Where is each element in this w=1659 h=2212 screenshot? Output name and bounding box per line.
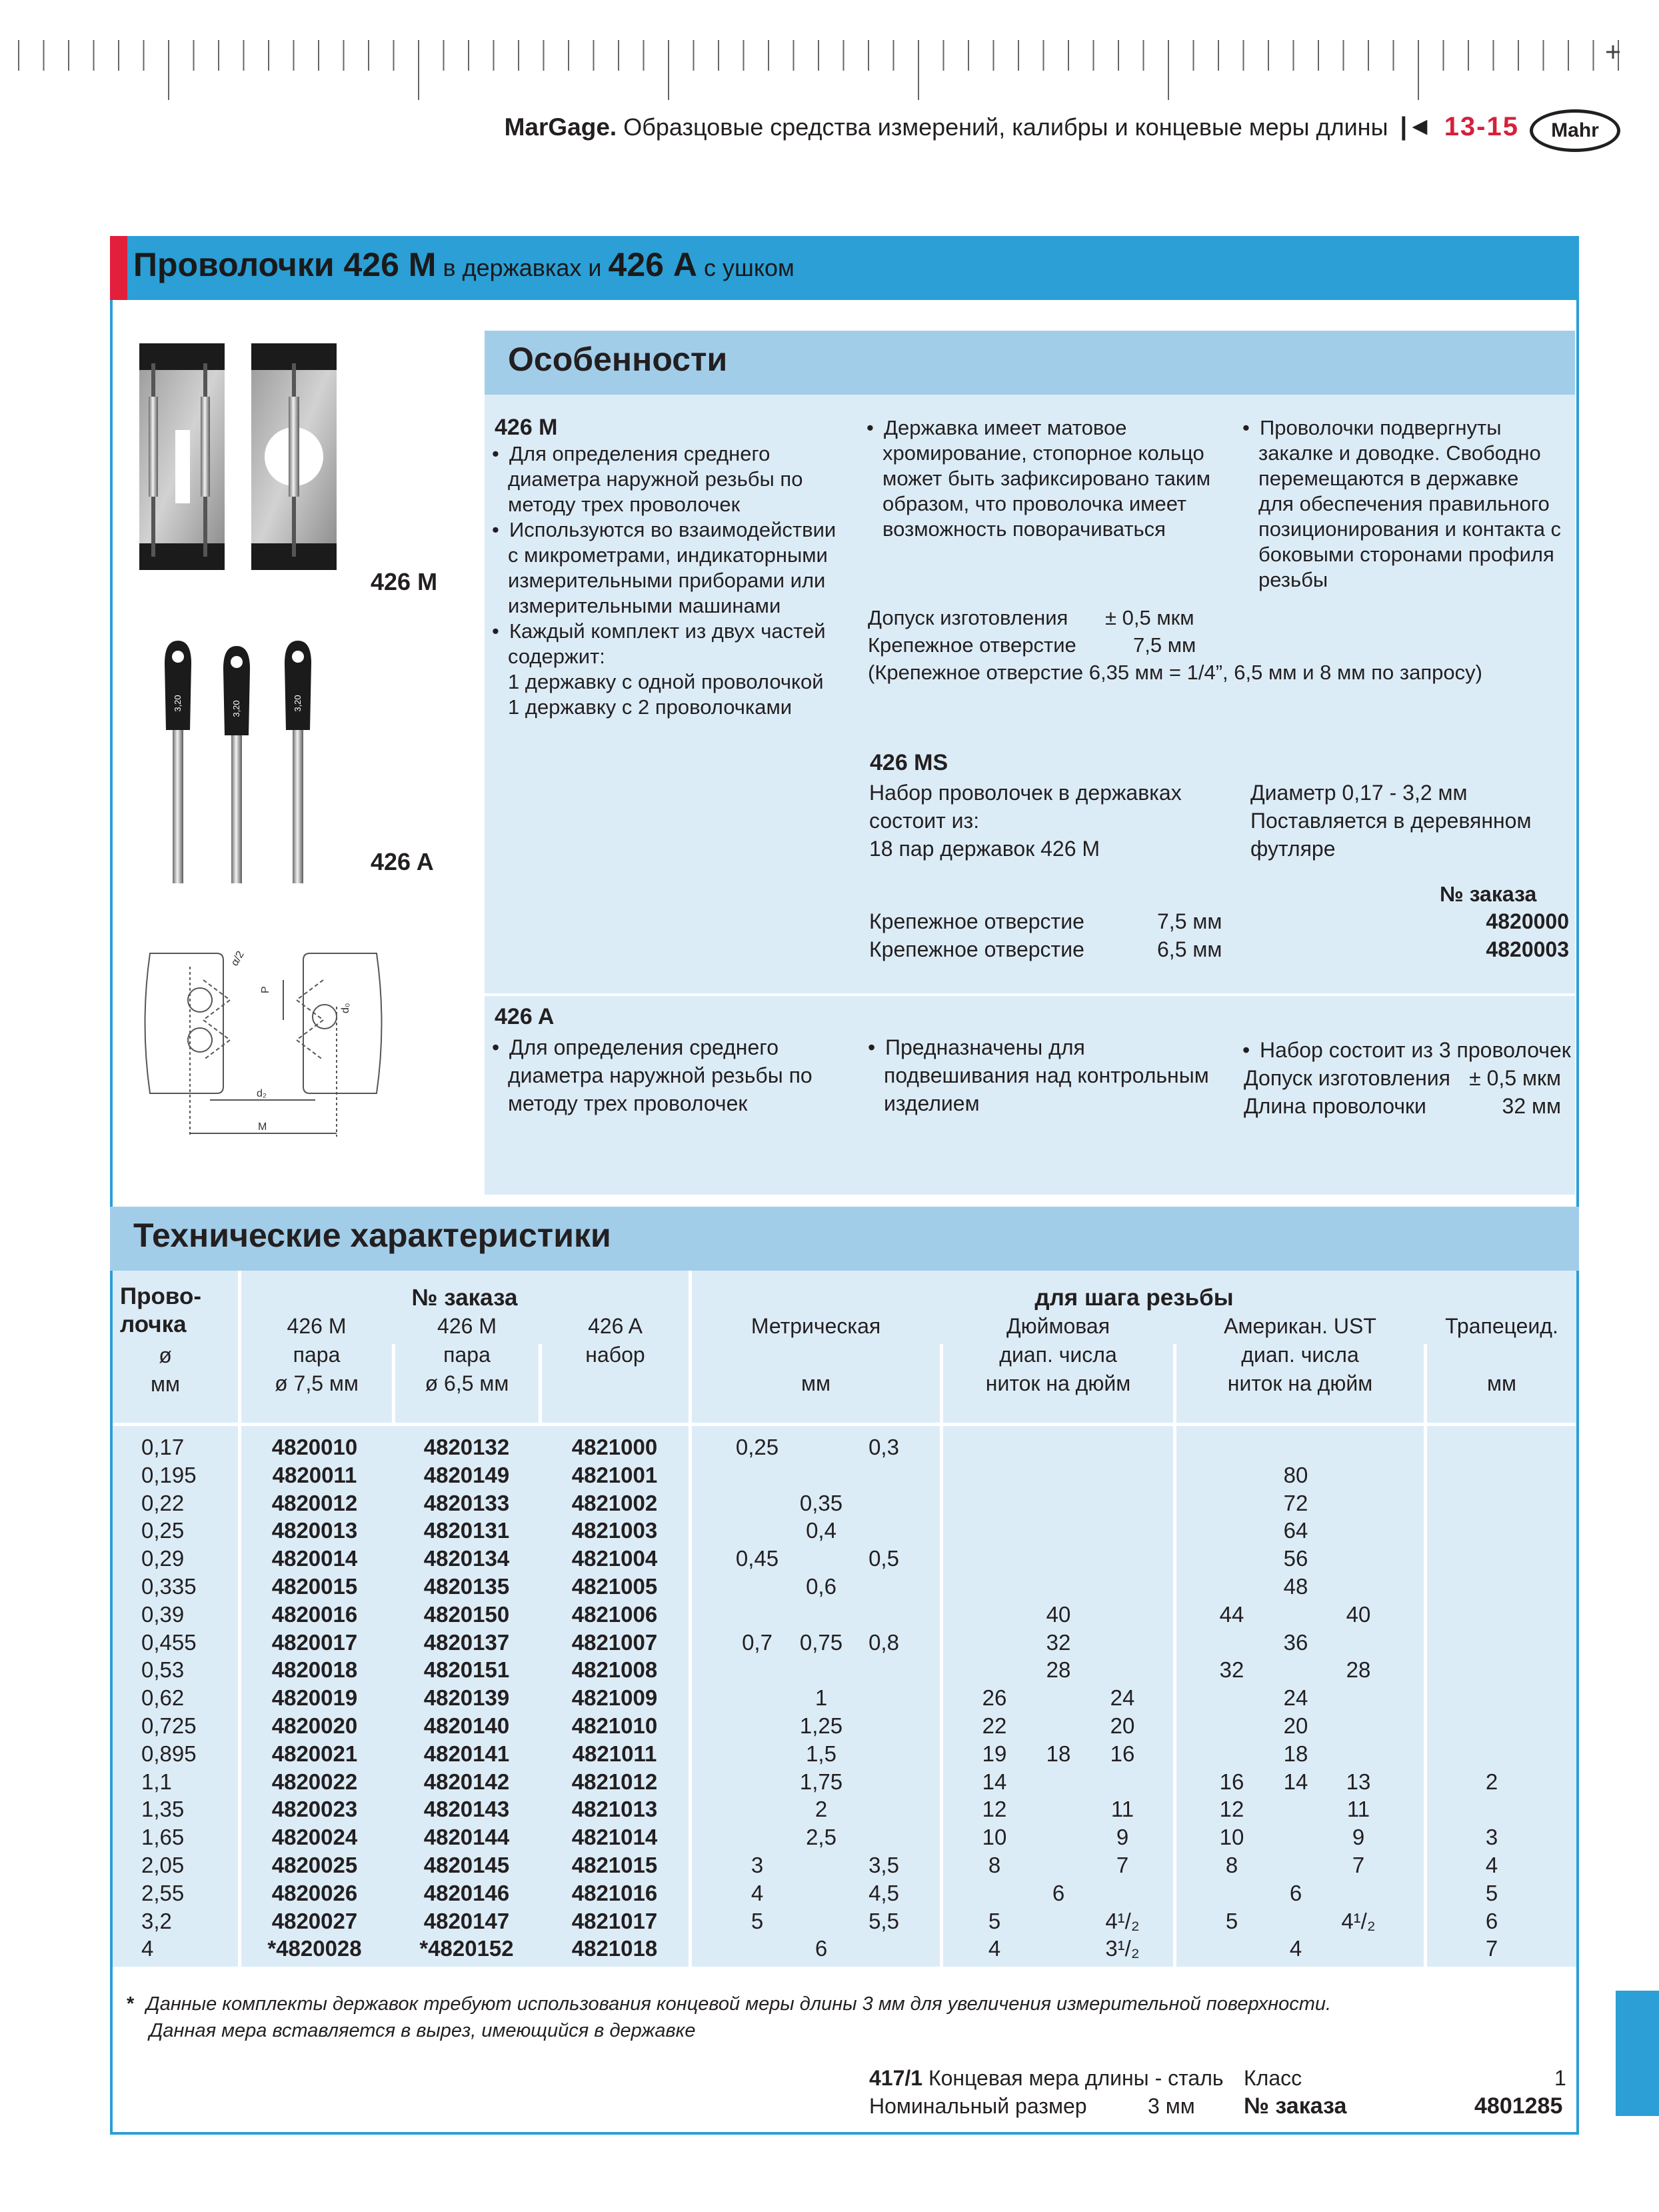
head-426a: 426 A набор [585,1314,645,1367]
cell-i3: 3¹/₂ [1105,1936,1140,1961]
cell-d: 1,1 [141,1769,172,1794]
cell-i2: 28 [1046,1657,1071,1683]
feature-line: • Для определения среднего [492,1033,813,1061]
cell-d: 2,55 [141,1880,185,1905]
cell-i3: 4¹/₂ [1105,1908,1140,1933]
cell-t: 4 [1485,1853,1498,1877]
cell-d: 0,62 [141,1685,185,1711]
feature-line: • Для определения среднего [492,442,771,465]
cell-u1: 44 [1219,1601,1244,1627]
mounting-hole-label: Крепежное отверстие [868,633,1076,657]
a-spec-row [1244,1092,1561,1120]
svg-text:3,20: 3,20 [173,695,183,712]
feature-line: позиционирования и контакта с [1258,517,1562,541]
svg-text:3,20: 3,20 [293,695,303,712]
feature-line: 1 державку с 2 проволочками [508,695,793,719]
cell-d: 0,725 [141,1713,197,1738]
cell-o1: 4820022 [271,1769,358,1794]
cell-o1: 4820016 [271,1601,358,1627]
feature-line: • Проволочки подвергнуты [1242,416,1502,439]
features-426a-specs [1244,1064,1561,1120]
cell-m1: 5 [751,1908,764,1933]
cell-i1: 26 [982,1685,1007,1711]
cell-o3: 4821018 [571,1936,658,1961]
cell-u3: 4¹/₂ [1341,1908,1376,1933]
cell-o1: 4820023 [271,1797,358,1822]
ms-right-text [1250,779,1531,863]
cell-o2: 4820143 [423,1797,510,1822]
cell-d: 0,455 [141,1629,197,1655]
feature-line: • Используются во взаимодействии [492,518,836,541]
diagram-m-label: M [258,1121,267,1133]
cell-d: 4 [141,1936,154,1961]
cell-i1: 8 [988,1853,1001,1877]
cell-i3: 20 [1110,1713,1135,1738]
cell-o1: 4820010 [271,1435,358,1459]
feature-line: возможность поворачиваться [882,517,1166,541]
cell-m1: 4 [751,1880,764,1905]
tech-table-rows [0,1433,1659,1967]
footnote-star: * [127,1993,135,2015]
a-spec-label: Допуск изготовления [1244,1066,1450,1090]
cell-t: 5 [1485,1880,1498,1905]
cell-u1: 12 [1219,1797,1244,1822]
chapter-side-tab[interactable] [1616,1991,1659,2116]
cell-u1: 32 [1219,1657,1244,1683]
cell-o1: 4820027 [271,1908,358,1933]
cell-d: 0,335 [141,1574,197,1599]
cell-o1: 4820014 [271,1546,358,1571]
cell-o2: 4820141 [423,1741,510,1766]
cell-u2: 18 [1283,1741,1308,1766]
cell-i1: 5 [988,1908,1001,1933]
cell-u2: 14 [1283,1769,1308,1794]
cell-o2: 4820134 [423,1546,510,1571]
cell-i2: 32 [1046,1629,1071,1655]
page-title: Проволочки 426 М в державках и 426 А с ушком [133,246,795,283]
cell-o1: 4820019 [271,1685,358,1711]
feature-line: подвешивания над контрольным [884,1063,1209,1087]
cell-o2: 4820144 [423,1825,510,1850]
cell-u2: 36 [1283,1629,1308,1655]
cell-m2: 6 [815,1936,828,1961]
ms-row-value: 6,5 мм [1157,937,1222,961]
ms-row-order: 4820000 [1486,909,1569,933]
feature-line: содержит: [508,645,605,668]
ms-row-order: 4820003 [1486,937,1569,961]
cell-o1: 4820020 [271,1713,358,1738]
head-metric: Метрическая мм [751,1314,881,1395]
cell-o1: 4820011 [272,1462,357,1487]
cell-o1: 4820013 [271,1518,358,1543]
cell-m1: 3 [751,1853,764,1877]
feature-line: измерительными машинами [508,594,781,617]
cell-m3: 0,8 [868,1629,899,1655]
cell-m1: 0,45 [735,1546,779,1571]
feature-line: для обеспечения правильного [1258,492,1550,515]
cell-d: 0,17 [141,1435,185,1459]
cell-o2: 4820132 [423,1435,510,1459]
text-line: Диаметр 0,17 - 3,2 мм [1250,781,1468,805]
cell-u2: 64 [1283,1518,1308,1543]
cell-u2: 6 [1289,1880,1302,1905]
cell-i1: 22 [982,1713,1007,1738]
cell-i3: 16 [1110,1741,1135,1766]
gauge-class-value: 1 [1554,2066,1566,2090]
cell-u3: 13 [1346,1769,1371,1794]
bullet-icon: • [868,1035,876,1059]
cell-o2: 4820146 [423,1880,510,1905]
features-426m-col1 [492,441,836,720]
cell-u2: 24 [1283,1685,1308,1711]
cell-u2: 80 [1283,1462,1308,1487]
head-wire: Прово- лочка [120,1283,202,1337]
cell-d: 1,65 [141,1825,185,1850]
cell-d: 0,25 [141,1518,185,1543]
cell-i1: 14 [982,1769,1007,1794]
cell-o3: 4821014 [571,1825,658,1850]
cell-d: 0,53 [141,1657,185,1683]
cell-o3: 4821013 [571,1797,658,1822]
page-header [505,112,1519,142]
cell-o2: 4820149 [423,1462,510,1487]
gauge-class-label: Класс [1244,2066,1302,2090]
cell-i1: 4 [988,1936,1001,1961]
cell-o1: 4820021 [271,1741,358,1766]
label-426a: 426 A [371,848,434,875]
cell-t: 7 [1485,1936,1498,1961]
crop-ruler [0,0,1659,107]
cell-u2: 48 [1283,1574,1308,1599]
gauge-title: 417/1 Концевая мера длины - сталь [869,2066,1224,2090]
brand-name: MarGage. [504,113,617,141]
head-trapezoid: Трапецеид. мм [1445,1314,1558,1395]
features-426m-col3 [1242,415,1561,593]
cell-o3: 4821003 [571,1518,658,1543]
cell-o3: 4821016 [571,1880,658,1905]
cell-o2: *4820152 [419,1936,514,1961]
cell-m3: 0,3 [868,1435,899,1459]
cell-o1: 4820017 [271,1629,358,1655]
ms-left-text [869,779,1182,863]
wire-with-eye-1 [165,641,191,883]
cell-m2: 1,75 [799,1769,843,1794]
cell-i2: 40 [1046,1601,1071,1627]
ms-row-label: Крепежное отверстие [869,937,1084,961]
cell-o1: 4820025 [271,1853,358,1877]
cell-d: 0,29 [141,1546,185,1571]
head-426m-65: 426 M пара ø 6,5 мм [425,1314,509,1395]
gauge-order-value: 4801285 [1474,2093,1563,2119]
row-sep [113,1423,1576,1426]
cell-m2: 0,6 [806,1574,836,1599]
features-426m-col2 [866,415,1210,542]
cell-u3: 11 [1346,1797,1370,1822]
ms-order-label: № заказа [1440,882,1537,906]
ms-order-row [869,909,1569,937]
text-line: Поставляется в деревянном [1250,809,1532,833]
cell-i1: 10 [982,1825,1007,1850]
cell-o3: 4821002 [571,1490,658,1515]
cell-o1: *4820028 [267,1936,362,1961]
cell-o3: 4821006 [571,1601,658,1627]
cell-m1: 0,7 [742,1629,773,1655]
feature-line: может быть зафиксировано таким [882,467,1211,490]
feature-line: хромирование, стопорное кольцо [882,441,1204,465]
label-426m: 426 M [371,568,438,595]
cell-u3: 28 [1346,1657,1371,1683]
feature-line: • Предназначены для [868,1033,1209,1061]
cell-u3: 9 [1352,1825,1365,1850]
cell-d: 0,895 [141,1741,197,1766]
cell-d: 0,22 [141,1490,185,1515]
head-inch: Дюймовая диап. числа ниток на дюйм [985,1314,1131,1395]
tolerance-value: ± 0,5 мкм [1105,606,1194,629]
bullet-icon: • [492,442,499,465]
cell-i1: 12 [982,1797,1007,1822]
cell-o3: 4821017 [571,1908,658,1933]
cell-o3: 4821009 [571,1685,658,1711]
cell-m3: 5,5 [868,1908,899,1933]
cell-d: 3,2 [141,1908,172,1933]
feature-line: измерительными приборами или [508,569,826,592]
cell-o2: 4820151 [423,1657,510,1683]
cell-i2: 6 [1052,1880,1065,1905]
diagram-d2-label: d₂ [257,1088,267,1099]
bullet-icon: • [492,1035,500,1059]
cell-m3: 3,5 [868,1853,899,1877]
cell-m2: 0,35 [799,1490,843,1515]
cell-i3: 7 [1116,1853,1129,1877]
nav-marker[interactable]: |◄ [1400,113,1432,141]
feature-line: методу трех проволочек [508,1091,748,1115]
cell-o3: 4821001 [571,1462,658,1487]
features-title: Особенности [508,341,728,378]
cell-o2: 4820140 [423,1713,510,1738]
cell-o3: 4821005 [571,1574,658,1599]
wire-with-eye-3 [285,641,311,883]
cell-o3: 4821008 [571,1657,658,1683]
cell-o1: 4820018 [271,1657,358,1683]
cell-u2: 56 [1283,1546,1308,1571]
a-spec-value: ± 0,5 мкм [1469,1066,1561,1090]
ms-row-label: Крепежное отверстие [869,909,1084,933]
feature-line: боковыми сторонами профиля [1258,543,1554,566]
cell-d: 2,05 [141,1853,185,1877]
feature-line: диаметра наружной резьбы по [508,467,803,491]
svg-text:3,20: 3,20 [231,700,241,717]
cell-m2: 1,5 [806,1741,836,1766]
feature-line: с микрометрами, индикаторными [508,543,828,567]
cell-o1: 4820026 [271,1880,358,1905]
cell-u1: 8 [1225,1853,1238,1877]
gauge-size-value: 3 мм [1148,2094,1195,2118]
feature-line: изделием [884,1091,980,1115]
cell-o1: 4820024 [271,1825,358,1850]
cell-m2: 1 [815,1685,828,1711]
heading-426m: 426 M [495,415,558,440]
cell-m2: 2 [815,1797,828,1822]
cell-d: 0,195 [141,1462,197,1487]
cell-o2: 4820147 [423,1908,510,1933]
tolerance-label: Допуск изготовления [868,606,1068,629]
cell-u1: 16 [1219,1769,1244,1794]
cell-o3: 4821004 [571,1546,658,1571]
ms-order-rows [869,909,1569,965]
cell-o2: 4820135 [423,1574,510,1599]
cell-m1: 0,25 [735,1435,779,1459]
cell-d: 1,35 [141,1797,185,1822]
product-image-426a [150,637,323,890]
tech-title: Технические характеристики [133,1217,611,1254]
three-wire-diagram [137,940,390,1140]
features-426a-col1 [492,1033,813,1117]
text-line: 18 пар державок 426 M [869,837,1100,861]
ms-order-row [869,937,1569,965]
mounting-hole-note: (Крепежное отверстие 6,35 мм = 1/4”, 6,5 мм и 8 мм по запросу) [868,661,1482,684]
cell-o2: 4820131 [423,1518,510,1543]
cell-o3: 4821011 [572,1741,657,1766]
feature-line: методу трех проволочек [508,493,741,516]
cell-u2: 20 [1283,1713,1308,1738]
features-426a-col2 [868,1033,1209,1117]
gauge-order-label: № заказа [1244,2093,1347,2119]
cell-i3: 11 [1110,1797,1134,1822]
feature-line: • Державка имеет матовое [866,416,1127,439]
cell-m2: 2,5 [806,1825,836,1850]
diagram-d0-label: d₀ [340,1003,351,1013]
a-spec-row [1244,1064,1561,1092]
cell-o2: 4820137 [423,1629,510,1655]
cell-t: 6 [1485,1908,1498,1933]
cell-i3: 24 [1110,1685,1135,1711]
feature-line: образом, что проволочка имеет [882,492,1187,515]
cell-u1: 10 [1219,1825,1244,1850]
cell-o2: 4820142 [423,1769,510,1794]
cell-m2: 1,25 [799,1713,843,1738]
cell-o3: 4821010 [571,1713,658,1738]
mahr-logo: Mahr [1530,109,1620,152]
product-image-426m [137,343,350,573]
cell-u1: 5 [1225,1908,1238,1933]
cell-d: 0,39 [141,1601,185,1627]
mounting-hole-value: 7,5 мм [1133,633,1196,657]
heading-426a: 426 A [495,1004,555,1029]
head-426m-75: 426 M пара ø 7,5 мм [275,1314,359,1395]
bullet-icon: • [492,619,499,643]
cell-i3: 9 [1116,1825,1129,1850]
feature-line: • Каждый комплект из двух частей [492,619,826,643]
cell-o1: 4820012 [271,1490,358,1515]
ms-row-value: 7,5 мм [1157,909,1222,933]
cell-u3: 7 [1352,1853,1365,1877]
gauge-size-label: Номинальный размер [869,2094,1087,2118]
cell-o3: 4821012 [571,1769,658,1794]
wire-with-eye-2 [223,646,250,883]
cell-m2: 0,4 [806,1518,836,1543]
cell-o3: 4821015 [571,1853,658,1877]
head-order-group: № заказа [411,1285,518,1311]
feature-line: 1 державку с одной проволочкой [508,670,824,693]
feature-line: перемещаются в державке [1258,467,1519,490]
header-subtitle: Образцовые средства измерений, калибры и концевые меры длины [623,113,1388,141]
bullet-icon: • [492,518,499,541]
text-line: состоит из: [869,809,980,833]
cell-o2: 4820139 [423,1685,510,1711]
cell-o2: 4820150 [423,1601,510,1627]
feature-line: закалке и доводке. Свободно [1258,441,1541,465]
text-line: Набор проволочек в державках [869,781,1182,805]
cell-o3: 4821000 [571,1435,658,1459]
cell-u2: 72 [1283,1490,1308,1515]
cell-t: 2 [1485,1769,1498,1794]
cell-u2: 4 [1289,1936,1302,1961]
bullet-icon: • [866,416,874,439]
cell-t: 3 [1485,1825,1498,1850]
page-number: 13-15 [1444,112,1519,141]
cell-o3: 4821007 [571,1629,658,1655]
diagram-angle-label: α/2 [229,949,247,968]
heading-426ms: 426 MS [870,750,948,775]
head-wire-unit: ø мм [151,1343,180,1396]
cell-i1: 19 [982,1741,1007,1766]
cell-m3: 4,5 [868,1880,899,1905]
cell-u3: 40 [1346,1601,1371,1627]
cell-o2: 4820145 [423,1853,510,1877]
cell-m2: 0,75 [799,1629,843,1655]
a-spec-value: 32 мм [1502,1094,1561,1118]
diagram-p-label: P [260,986,271,993]
features-divider [485,993,1575,996]
features-426a-bullet: • Набор состоит из 3 проволочек [1242,1038,1571,1062]
title-red-marker [110,236,127,300]
cell-i2: 18 [1046,1741,1071,1766]
cell-o2: 4820133 [423,1490,510,1515]
bullet-icon: • [1242,416,1250,439]
feature-line: диаметра наружной резьбы по [508,1063,813,1087]
head-ust: Американ. UST диап. числа ниток на дюйм [1224,1314,1376,1395]
footnote: * Данные комплекты державок требуют использования концевой меры длины 3 мм для увеличения измерительной поверхности. Данная мера вставляется в вырез, имеющийся в державке [127,1993,1332,2041]
text-line: футляре [1250,837,1336,861]
head-pitch-group: для шага резьбы [1034,1285,1234,1311]
cell-o1: 4820015 [271,1574,358,1599]
feature-line: резьбы [1258,568,1328,591]
cell-m3: 0,5 [868,1546,899,1571]
a-spec-label: Длина проволочки [1244,1094,1426,1118]
